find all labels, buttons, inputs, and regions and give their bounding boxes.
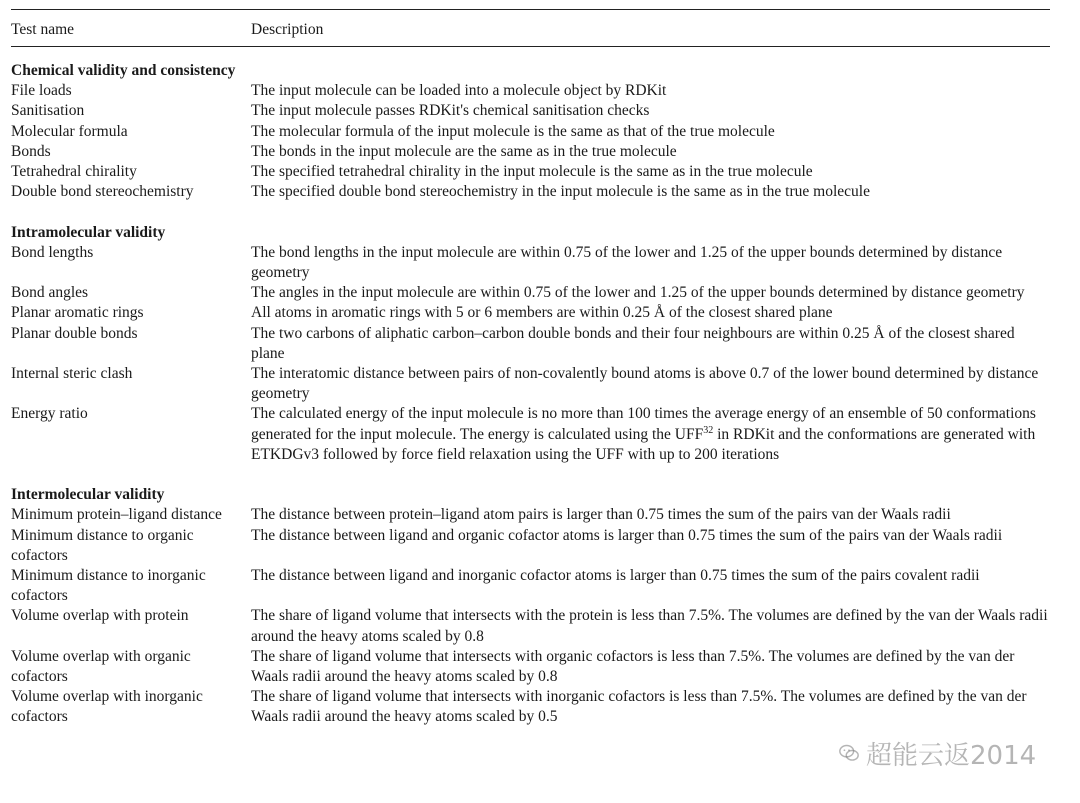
test-name: Molecular formula (11, 122, 128, 140)
test-name: Planar double bonds (11, 324, 138, 342)
citation-ref: 32 (703, 424, 714, 436)
wechat-icon (838, 742, 860, 764)
test-description: The specified tetrahedral chirality in the input molecule is the same as in the true molecule (251, 163, 813, 181)
section-header-row (11, 485, 1051, 505)
test-description: The angles in the input molecule are within 0.75 of the lower and 1.25 of the upper bounds determined by distance geometry (251, 284, 1025, 302)
table-row (11, 283, 1051, 303)
section-title: Chemical validity and consistency (11, 62, 236, 79)
table-row (11, 122, 1051, 142)
test-description: The specified double bond stereochemistry in the input molecule is the same as in the true molecule (251, 183, 870, 201)
section-spacer (11, 202, 1051, 222)
test-name: Volume overlap with inorganic cofactors (11, 688, 203, 726)
test-name: Planar aromatic rings (11, 304, 144, 322)
validity-tests-table (11, 61, 1051, 728)
table-row (11, 505, 1051, 525)
test-description: The bond lengths in the input molecule are within 0.75 of the lower and 1.25 of the upper bounds determined by distance geometry (251, 243, 1003, 282)
test-name: Minimum distance to inorganic cofactors (11, 567, 206, 605)
header-rule (11, 46, 1050, 47)
header-description: Description (251, 21, 324, 38)
desc-part: in RDKit and the conformations are generated with ETKDGv3 followed by force field relaxation using the UFF with up to 200 iterations (251, 425, 1036, 463)
table-row (11, 324, 1051, 364)
test-description: The input molecule can be loaded into a molecule object by RDKit (251, 82, 667, 100)
test-description: The distance between ligand and organic cofactor atoms is larger than 0.75 times the sum of the pairs van der Waals radii (251, 526, 1003, 544)
header-test-name: Test name (11, 21, 75, 38)
test-description: The share of ligand volume that intersects with the protein is less than 7.5%. The volumes are defined by the van der Waals radii around the heavy atoms scaled by 0.8 (251, 607, 1048, 645)
table-row (11, 566, 1051, 606)
test-name: Minimum protein–ligand distance (11, 506, 222, 524)
table-row (11, 526, 1051, 566)
test-description: The distance between protein–ligand atom pairs is larger than 0.75 times the sum of the pairs van der Waals radii (251, 506, 951, 524)
test-description: The share of ligand volume that intersects with organic cofactors is less than 7.5%. The volumes are defined by the van der Waals radii around the heavy atoms scaled by 0.8 (251, 647, 1015, 686)
test-name: Tetrahedral chirality (11, 163, 137, 181)
test-name: Energy ratio (11, 405, 88, 423)
table-row (11, 81, 1051, 101)
test-name: Bonds (11, 142, 51, 160)
test-name: Double bond stereochemistry (11, 183, 194, 201)
test-name: Volume overlap with protein (11, 607, 189, 625)
table-row (11, 182, 1051, 202)
section-header-row (11, 61, 1051, 81)
test-description: All atoms in aromatic rings with 5 or 6 members are within 0.25 Å of the closest shared plane (251, 304, 833, 322)
table-row (11, 647, 1051, 687)
table-row (11, 142, 1051, 162)
test-description: The interatomic distance between pairs of non-covalently bound atoms is above 0.7 of the lower bound determined by distance geometry (251, 365, 1039, 403)
top-rule (11, 9, 1050, 10)
test-description: The bonds in the input molecule are the same as in the true molecule (251, 142, 677, 160)
section-title: Intermolecular validity (11, 486, 165, 504)
table-row (11, 243, 1051, 283)
test-description: The distance between ligand and inorganic cofactor atoms is larger than 0.75 times the sum of the pairs covalent radii (251, 567, 980, 585)
table-row (11, 303, 1051, 323)
test-description: The input molecule passes RDKit's chemical sanitisation checks (251, 102, 650, 120)
test-description (251, 404, 1051, 465)
table-row (11, 606, 1051, 646)
test-name: Volume overlap with organic cofactors (11, 647, 191, 686)
test-name: Internal steric clash (11, 365, 133, 383)
test-description: The share of ligand volume that intersects with inorganic cofactors is less than 7.5%. The volumes are defined by the van der Waals radii around the heavy atoms scaled by 0.5 (251, 688, 1027, 726)
table-row (11, 404, 1051, 465)
section-spacer (11, 465, 1051, 485)
section-title: Intramolecular validity (11, 223, 166, 241)
watermark-text: 超能云返2014 (866, 740, 1037, 771)
table-row (11, 364, 1051, 404)
desc-part: The calculated energy of the input molecule is no more than 100 times the average energy of an ensemble of 50 conformations generated for the input molecule. The energy is calculated using the UFF (251, 405, 1036, 443)
table-row (11, 162, 1051, 182)
test-name: Sanitisation (11, 102, 85, 120)
test-name: Bond angles (11, 284, 89, 302)
test-name: Bond lengths (11, 243, 94, 261)
test-name: File loads (11, 82, 72, 100)
test-description: The two carbons of aliphatic carbon–carbon double bonds and their four neighbours are within 0.25 Å of the closest shared plane (251, 324, 1015, 362)
table-row (11, 101, 1051, 121)
section-header-row (11, 223, 1051, 243)
test-description: The molecular formula of the input molecule is the same as that of the true molecule (251, 122, 775, 140)
watermark (838, 736, 1048, 770)
test-name: Minimum distance to organic cofactors (11, 526, 194, 564)
table-row (11, 687, 1051, 727)
